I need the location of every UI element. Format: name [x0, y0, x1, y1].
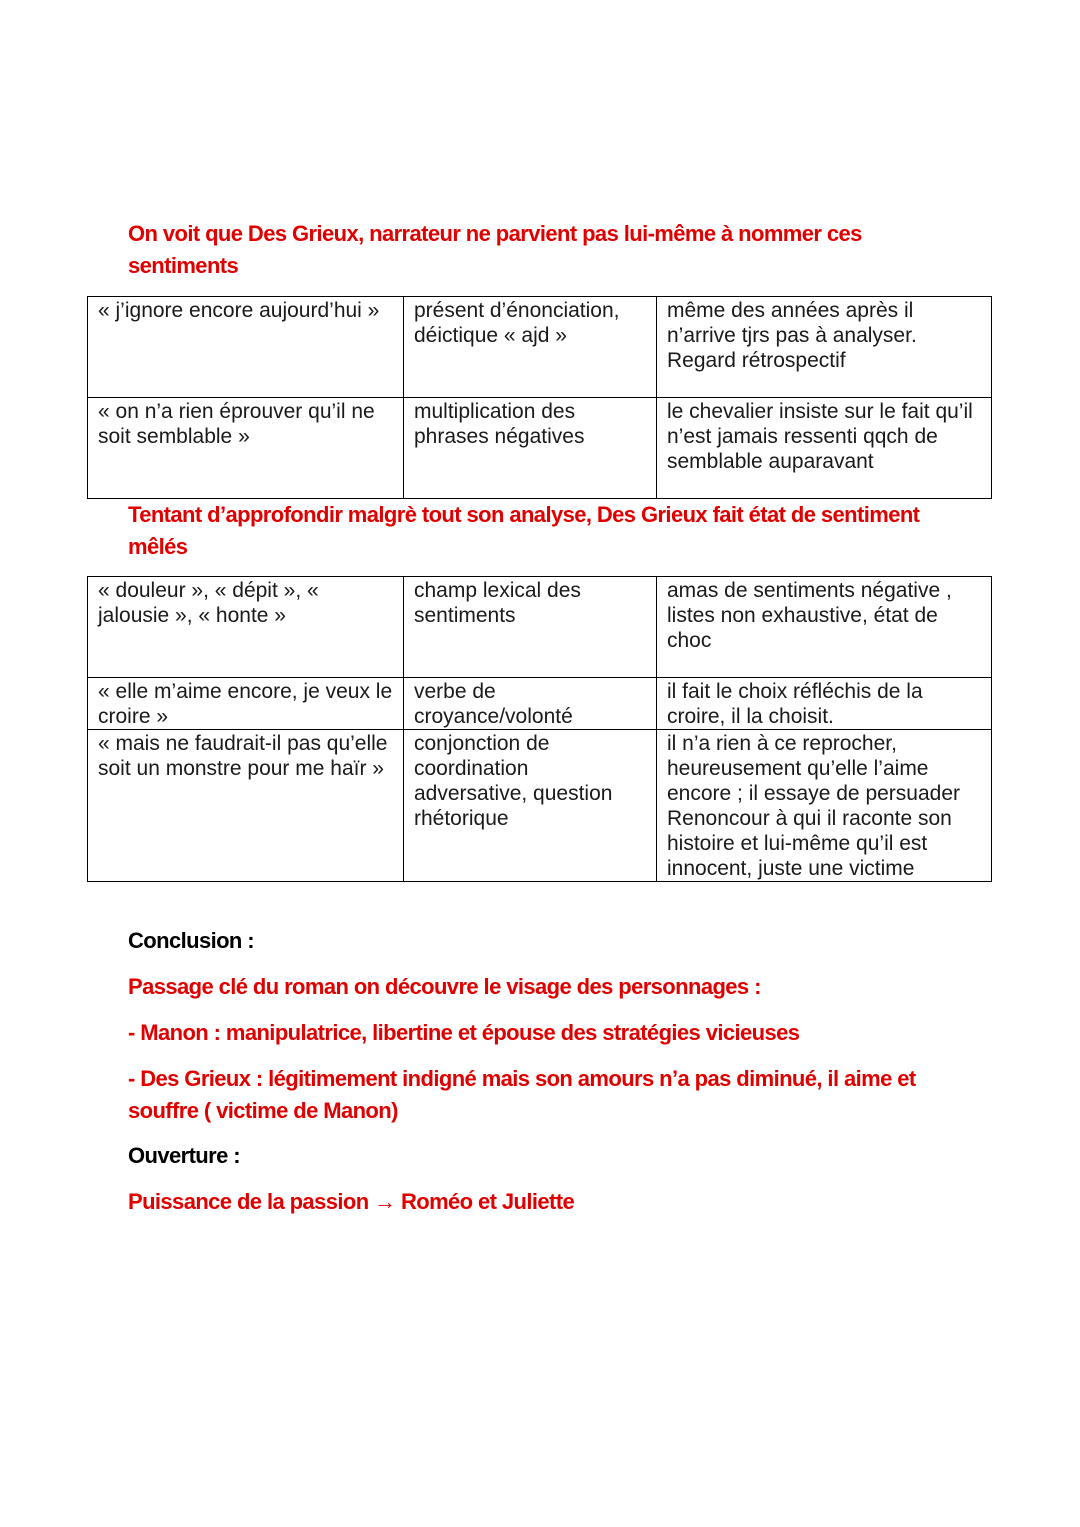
conclusion-line-2: - Manon : manipulatrice, libertine et épouse des stratégies vicieuses: [128, 1020, 800, 1045]
conclusion-title: Conclusion :: [128, 928, 255, 953]
table-row: [88, 577, 992, 678]
analysis-table-2: [87, 576, 992, 882]
interpretation-cell: amas de sentiments négative , listes non exhaustive, état de choc: [657, 577, 992, 678]
conclusion-line-1: Passage clé du roman on découvre le visage des personnages :: [128, 974, 761, 999]
device-cell: champ lexical des sentiments: [404, 577, 657, 678]
quote-cell: « douleur », « dépit », « jalousie », « honte »: [88, 577, 404, 678]
table-row: [88, 398, 992, 499]
analysis-table-1: [87, 296, 992, 499]
quote-cell: « j’ignore encore aujourd’hui »: [88, 297, 404, 398]
interpretation-cell: le chevalier insiste sur le fait qu’il n’est jamais ressenti qqch de semblable auparavant: [657, 398, 992, 499]
quote-cell: « elle m’aime encore, je veux le croire »: [88, 678, 404, 730]
intro-heading: On voit que Des Grieux, narrateur ne parvient pas lui-même à nommer ces sentiments: [128, 221, 862, 278]
interpretation-cell: il fait le choix réfléchis de la croire, il la choisit.: [657, 678, 992, 730]
interpretation-cell: même des années après il n’arrive tjrs pas à analyser. Regard rétrospectif: [657, 297, 992, 398]
device-cell: multiplication des phrases négatives: [404, 398, 657, 499]
quote-cell: « mais ne faudrait-il pas qu’elle soit un monstre pour me haïr »: [88, 730, 404, 882]
conclusion-line-3: - Des Grieux : légitimement indigné mais son amours n’a pas diminué, il aime et souffre ( victime de Manon): [128, 1066, 916, 1123]
mid-heading: Tentant d’approfondir malgrè tout son analyse, Des Grieux fait état de sentiment mêlés: [128, 502, 920, 559]
device-cell: présent d’énonciation, déictique « ajd »: [404, 297, 657, 398]
device-cell: conjonction de coordination adversative, question rhétorique: [404, 730, 657, 882]
device-cell: verbe de croyance/volonté: [404, 678, 657, 730]
table-row: [88, 730, 992, 882]
interpretation-cell: il n’a rien à ce reprocher, heureusement qu’elle l’aime encore ; il essaye de persuader Renoncour à qui il raconte son histoire et lui-même qu’il est innocent, juste une victime: [657, 730, 992, 882]
table-row: [88, 678, 992, 730]
ouverture-title: Ouverture :: [128, 1143, 240, 1168]
quote-cell: « on n’a rien éprouver qu’il ne soit semblable »: [88, 398, 404, 499]
ouverture-line: Puissance de la passion → Roméo et Juliette: [128, 1189, 575, 1214]
table-row: [88, 297, 992, 398]
